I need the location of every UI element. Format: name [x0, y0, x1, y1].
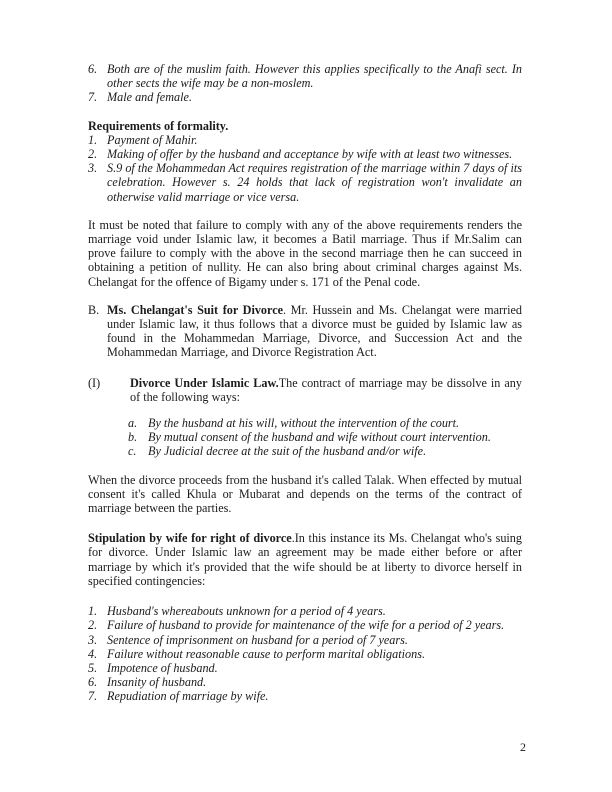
list-marker: c. [128, 444, 137, 459]
list-item [88, 147, 522, 161]
list-item [128, 416, 522, 430]
list-marker: 2. [88, 147, 98, 162]
paragraph-stipulation [88, 531, 522, 588]
list-requirements-intro [88, 62, 522, 105]
outline-item-body-text: The contract of marriage may be dissolve in any of the following ways: [130, 375, 522, 404]
list-marker: 4. [88, 646, 98, 661]
list-item [88, 90, 522, 104]
outline-item-text [130, 376, 522, 404]
spacer [88, 404, 522, 416]
paragraph-stipulation-body-text: .In this instance its Ms. Chelangat who's suing for divorce. Under Islamic law an agreement may be made either before or after marriage by which it's provided that the wife should be at liberty to divorce herself in specified contingencies: [88, 531, 522, 588]
list-item [88, 161, 522, 204]
paragraph-batil: It must be noted that failure to comply with any of the above requirements renders the marriage void under Islamic law, it becomes a Batil marriage. Thus if Mr.Salim can prove failure to comply with the above in the second marriage then he can succeed in obtaining a petition of nullity. He can also bring about criminal charges against Ms. Chelangat for the offence of Bigamy under s. 171 of the Penal code. [88, 217, 522, 289]
list-item [88, 689, 522, 703]
list-marker: 3. [88, 161, 98, 176]
outline-item-text [107, 303, 522, 360]
list-marker: 5. [88, 660, 98, 675]
list-item-text: By Judicial decree at the suit of the husband and/or wife. [148, 444, 427, 459]
spacer [88, 459, 522, 473]
list-marker: 7. [88, 689, 98, 704]
list-formality [88, 133, 522, 204]
list-item [88, 633, 522, 647]
list-item-text: S.9 of the Mohammedan Act requires registration of the marriage within 7 days of its celebration. However s. 24 holds that lack of registration won't invalidate an otherwise valid marriage or vice versa. [107, 161, 522, 204]
list-item-text: Sentence of imprisonment on husband for a period of 7 years. [107, 632, 408, 647]
list-item-text: Impotence of husband. [107, 660, 218, 675]
spacer [88, 588, 522, 604]
list-item [88, 675, 522, 689]
list-item [88, 604, 522, 618]
list-item [88, 647, 522, 661]
list-marker: 2. [88, 618, 98, 633]
outline-item-divorce-under-islamic-law [88, 376, 522, 404]
list-marker: 6. [88, 675, 98, 690]
list-marker: 7. [88, 90, 98, 105]
list-item-text: Insanity of husband. [107, 675, 207, 690]
spacer [88, 204, 522, 218]
section-heading-formality: Requirements of formality. [88, 118, 229, 133]
list-item [88, 618, 522, 632]
list-marker: 1. [88, 604, 98, 619]
list-item [128, 444, 522, 458]
spacer [88, 515, 522, 531]
page-number: 2 [520, 740, 526, 754]
list-item [88, 661, 522, 675]
list-item [128, 430, 522, 444]
list-item-text: By mutual consent of the husband and wife without court intervention. [148, 430, 491, 445]
spacer [88, 360, 522, 376]
list-item-text: Male and female. [107, 90, 192, 105]
list-dissolution-ways [128, 416, 522, 459]
list-item-text: Repudiation of marriage by wife. [107, 689, 269, 704]
list-marker: 6. [88, 62, 98, 76]
outline-item-lead-bold: Ms. Chelangat's Suit for Divorce [107, 302, 284, 317]
list-marker: a. [128, 416, 138, 431]
outline-marker: B. [88, 302, 100, 317]
paragraph-stipulation-lead-bold: Stipulation by wife for right of divorce [88, 531, 292, 546]
list-item [88, 133, 522, 147]
spacer [88, 105, 522, 119]
list-item-text: Failure without reasonable cause to perform marital obligations. [107, 646, 425, 661]
list-marker: b. [128, 430, 138, 445]
list-marker: 1. [88, 132, 98, 147]
list-item-text: Both are of the muslim faith. However this applies specifically to the Anafi sect. In other sects the wife may be a non-moslem. [107, 62, 522, 91]
paragraph-talak: When the divorce proceeds from the husband it's called Talak. When effected by mutual consent it's called Khula or Mubarat and depends on the terms of the contract of marriage between the parties. [88, 472, 522, 516]
outline-item-lead-bold: Divorce Under Islamic Law. [130, 375, 279, 390]
list-item-text: By the husband at his will, without the intervention of the court. [148, 416, 460, 431]
outline-marker: (I) [88, 375, 101, 390]
list-item-text: Making of offer by the husband and acceptance by wife with at least two witnesses. [107, 147, 513, 162]
list-contingencies [88, 604, 522, 703]
list-item [88, 62, 522, 90]
list-marker: 3. [88, 632, 98, 647]
page-content [88, 62, 522, 704]
list-item-text: Failure of husband to provide for maintenance of the wife for a period of 2 years. [107, 618, 505, 633]
outline-item-suit-for-divorce [88, 303, 522, 360]
list-item-text: Payment of Mahir. [107, 132, 198, 147]
spacer [88, 289, 522, 303]
list-item-text: Husband's whereabouts unknown for a period of 4 years. [107, 604, 386, 619]
outline-item-body-text: . Mr. Hussein and Ms. Chelangat were married under Islamic law, it thus follows that a divorce must be guided by Islamic law as found in the Mohammedan Marriage, Divorce, and Succession Act and the Mohammedan Marriage, and Divorce Registration Act. [107, 302, 523, 360]
